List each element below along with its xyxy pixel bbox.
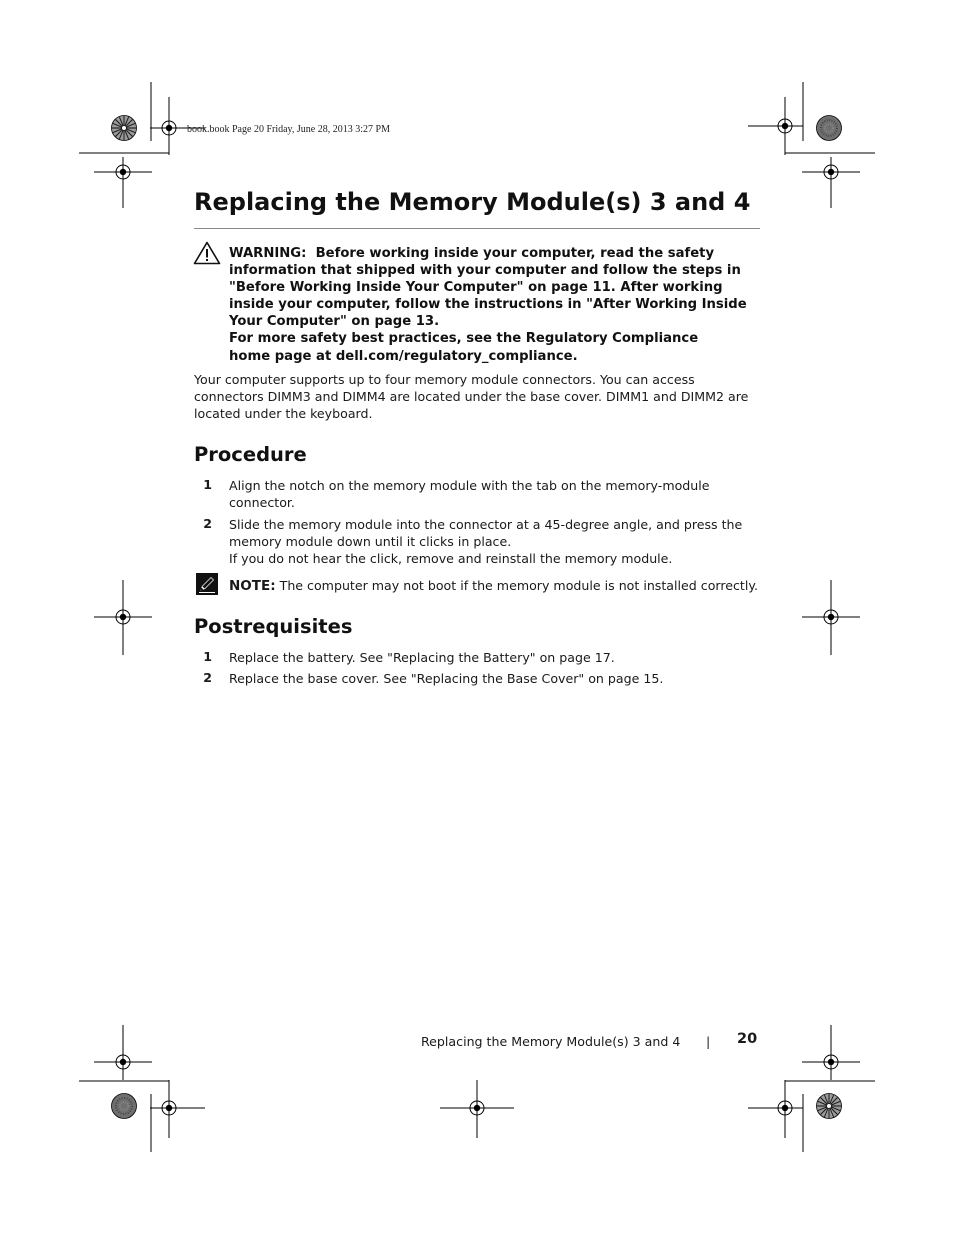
post-step-2-number: 2 [203, 670, 212, 685]
page-number: 20 [737, 1031, 758, 1047]
print-stamp: book.book Page 20 Friday, June 28, 2013 3:27 PM [187, 124, 390, 135]
warning-line-3: "Before Working Inside Your Computer" on page 11. After working [229, 280, 723, 296]
procedure-step-2: Slide the memory module into the connector at a 45-degree angle, and press the memory module down until it clicks in place. If you do not hear the click, remove and reinstall the memory module. [229, 517, 743, 566]
warning-line-2: information that shipped with your computer and follow the steps in [229, 263, 741, 279]
postrequisites-heading: Postrequisites [194, 615, 353, 638]
warning-line-5: Your Computer" on page 13. [229, 314, 440, 330]
note-pencil-icon [196, 573, 218, 595]
warning-line-7: home page at dell.com/regulatory_compliance. [229, 348, 578, 364]
procedure-step-2-number: 2 [203, 516, 212, 531]
warning-line-1: WARNING: Before working inside your computer, read the safety [229, 246, 715, 261]
warning-block [229, 245, 763, 365]
warning-line-4: inside your computer, follow the instructions in "After Working Inside [229, 297, 747, 313]
intro-line: located under the keyboard. [194, 406, 373, 421]
intro-paragraph [194, 371, 754, 422]
warning-line-6: For more safety best practices, see the Regulatory Compliance [229, 331, 699, 347]
intro-line: connectors DIMM3 and DIMM4 are located under the base cover. DIMM1 and DIMM2 are [194, 389, 749, 404]
post-step-1-number: 1 [203, 649, 212, 664]
procedure-heading: Procedure [194, 443, 307, 466]
intro-line: Your computer supports up to four memory module connectors. You can access [194, 372, 695, 387]
post-step-1: Replace the battery. See "Replacing the Battery" on page 17. [229, 650, 615, 665]
footer-title: Replacing the Memory Module(s) 3 and 4 [421, 1034, 681, 1049]
post-step-2: Replace the base cover. See "Replacing the Base Cover" on page 15. [229, 671, 664, 686]
title-divider [194, 228, 760, 229]
note-label: NOTE: [229, 578, 276, 594]
footer-separator: | [706, 1034, 711, 1049]
warning-label: WARNING: [229, 246, 307, 261]
procedure-step-1: Align the notch on the memory module with the tab on the memory-module connector. [229, 478, 710, 510]
warning-triangle-icon [193, 241, 221, 265]
note-block [229, 577, 758, 595]
page-title: Replacing the Memory Module(s) 3 and 4 [194, 188, 751, 216]
note-text: The computer may not boot if the memory module is not installed correctly. [279, 578, 759, 593]
procedure-step-1-number: 1 [203, 477, 212, 492]
